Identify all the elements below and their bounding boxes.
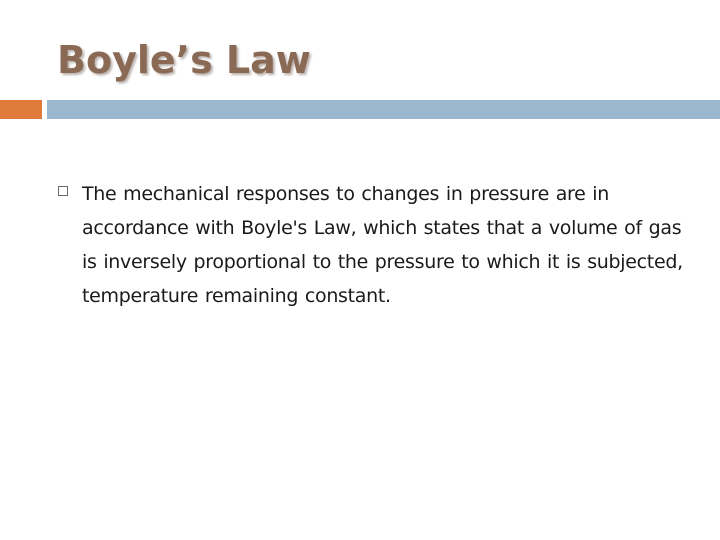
hollow-square-bullet-icon [58, 186, 68, 196]
bullet-item [58, 177, 688, 313]
bullet-text: The mechanical responses to changes in pressure are in accordance with Boyle's Law, which states that a volume of gas is inversely proportional to the pressure to which it is subjected, temperature remaining constant. [82, 183, 683, 307]
bullet-list [58, 177, 688, 313]
accent-bar [0, 100, 42, 119]
slide-title: Boyle’s Law [57, 38, 311, 82]
header-divider-bar [47, 100, 720, 119]
